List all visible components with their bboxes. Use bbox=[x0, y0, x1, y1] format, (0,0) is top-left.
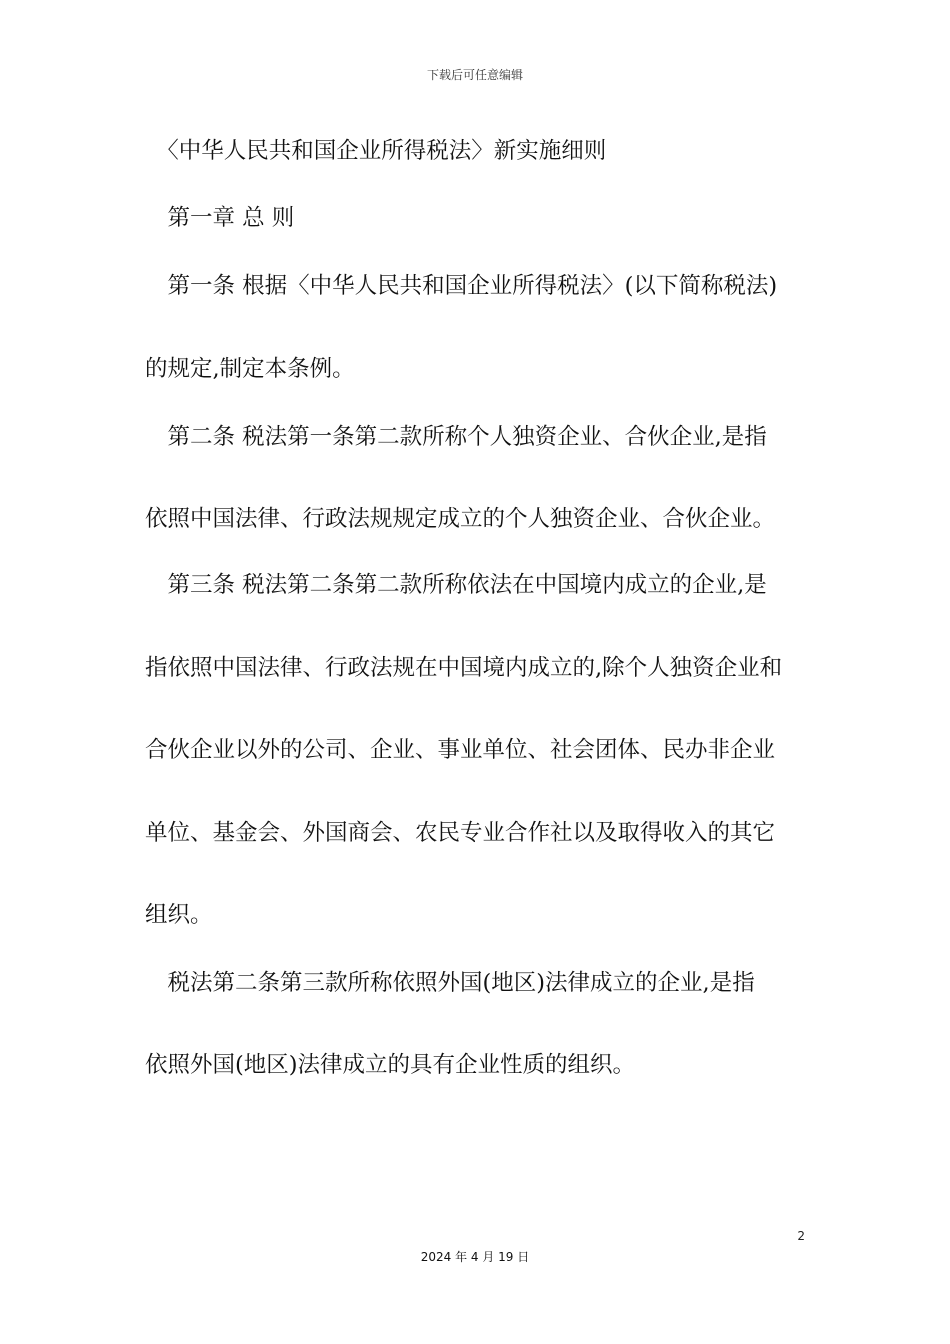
body-line: 依照外国(地区)法律成立的具有企业性质的组织。 bbox=[145, 1052, 636, 1078]
chapter-heading: 第一章 总 则 bbox=[145, 205, 295, 231]
body-line: 依照中国法律、行政法规规定成立的个人独资企业、合伙企业。 bbox=[145, 506, 776, 532]
footer-date: 2024 年 4 月 19 日 bbox=[420, 1250, 530, 1264]
page-number: 2 bbox=[797, 1229, 805, 1243]
body-line: 的规定,制定本条例。 bbox=[145, 356, 355, 382]
body-line: 合伙企业以外的公司、企业、事业单位、社会团体、民办非企业 bbox=[145, 737, 776, 763]
header-note: 下载后可任意编辑 bbox=[426, 68, 523, 82]
body-line: 第二条 税法第一条第二款所称个人独资企业、合伙企业,是指 bbox=[145, 424, 767, 450]
body-line: 单位、基金会、外国商会、农民专业合作社以及取得收入的其它 bbox=[145, 820, 776, 846]
body-line: 税法第二条第三款所称依照外国(地区)法律成立的企业,是指 bbox=[145, 970, 755, 996]
body-line: 组织。 bbox=[145, 902, 213, 928]
body-line: 第三条 税法第二条第二款所称依法在中国境内成立的企业,是 bbox=[145, 572, 767, 598]
body-line: 第一条 根据〈中华人民共和国企业所得税法〉(以下简称税法) bbox=[145, 273, 778, 299]
body-line: 指依照中国法律、行政法规在中国境内成立的,除个人独资企业和 bbox=[145, 655, 783, 681]
document-title: 〈中华人民共和国企业所得税法〉新实施细则 bbox=[145, 138, 607, 164]
